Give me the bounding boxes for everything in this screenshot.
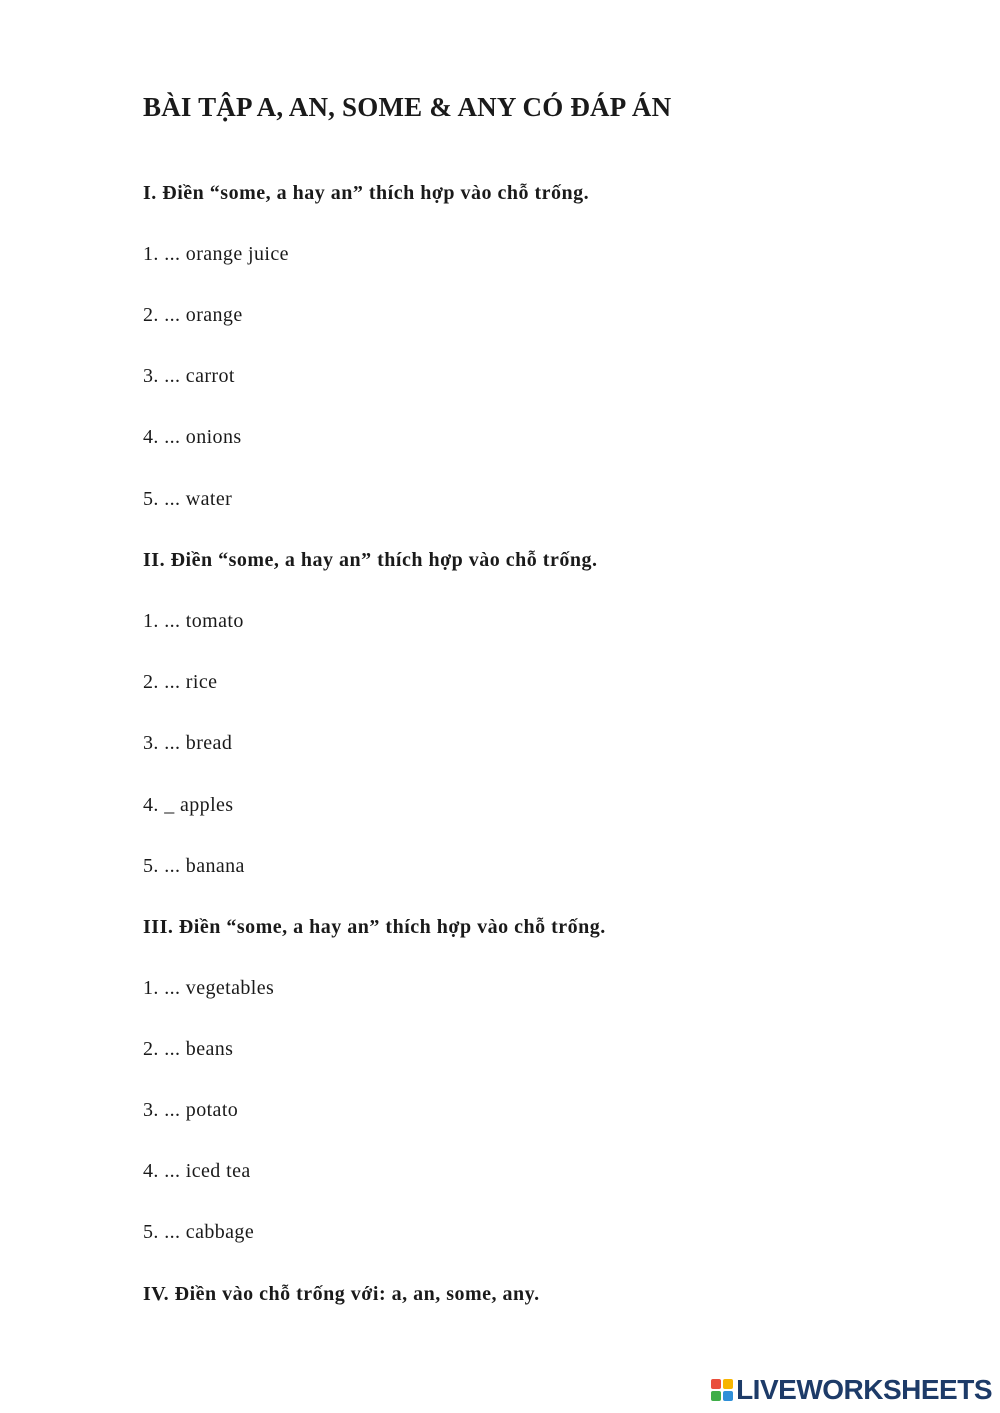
exercise-item: 4. ... onions xyxy=(143,426,242,448)
section-heading-1: I. Điền “some, a hay an” thích hợp vào chỗ trống. xyxy=(143,182,590,204)
logo-square xyxy=(723,1379,733,1389)
exercise-item: 3. ... bread xyxy=(143,732,233,754)
exercise-item: 1. ... orange juice xyxy=(143,243,289,265)
logo-square xyxy=(711,1391,721,1401)
section-heading-4: IV. Điền vào chỗ trống với: a, an, some, any. xyxy=(143,1283,540,1305)
exercise-item: 4. _ apples xyxy=(143,794,234,816)
exercise-item: 1. ... tomato xyxy=(143,610,244,632)
exercise-item: 3. ... carrot xyxy=(143,365,235,387)
exercise-item: 5. ... banana xyxy=(143,855,245,877)
section-heading-2: II. Điền “some, a hay an” thích hợp vào chỗ trống. xyxy=(143,549,598,571)
logo-icon xyxy=(711,1379,733,1401)
exercise-item: 3. ... potato xyxy=(143,1099,239,1121)
logo-square xyxy=(723,1391,733,1401)
exercise-item: 2. ... rice xyxy=(143,671,218,693)
exercise-item: 5. ... water xyxy=(143,488,233,510)
section-heading-3: III. Điền “some, a hay an” thích hợp vào chỗ trống. xyxy=(143,916,606,938)
exercise-item: 2. ... beans xyxy=(143,1038,234,1060)
exercise-item: 5. ... cabbage xyxy=(143,1221,255,1243)
exercise-item: 2. ... orange xyxy=(143,304,243,326)
exercise-item: 1. ... vegetables xyxy=(143,977,275,999)
page-title: BÀI TẬP A, AN, SOME & ANY CÓ ĐÁP ÁN xyxy=(143,92,672,122)
logo-text: LIVEWORKSHEETS xyxy=(736,1374,992,1405)
logo-square xyxy=(711,1379,721,1389)
liveworksheets-logo xyxy=(711,1373,992,1407)
exercise-item: 4. ... iced tea xyxy=(143,1160,251,1182)
